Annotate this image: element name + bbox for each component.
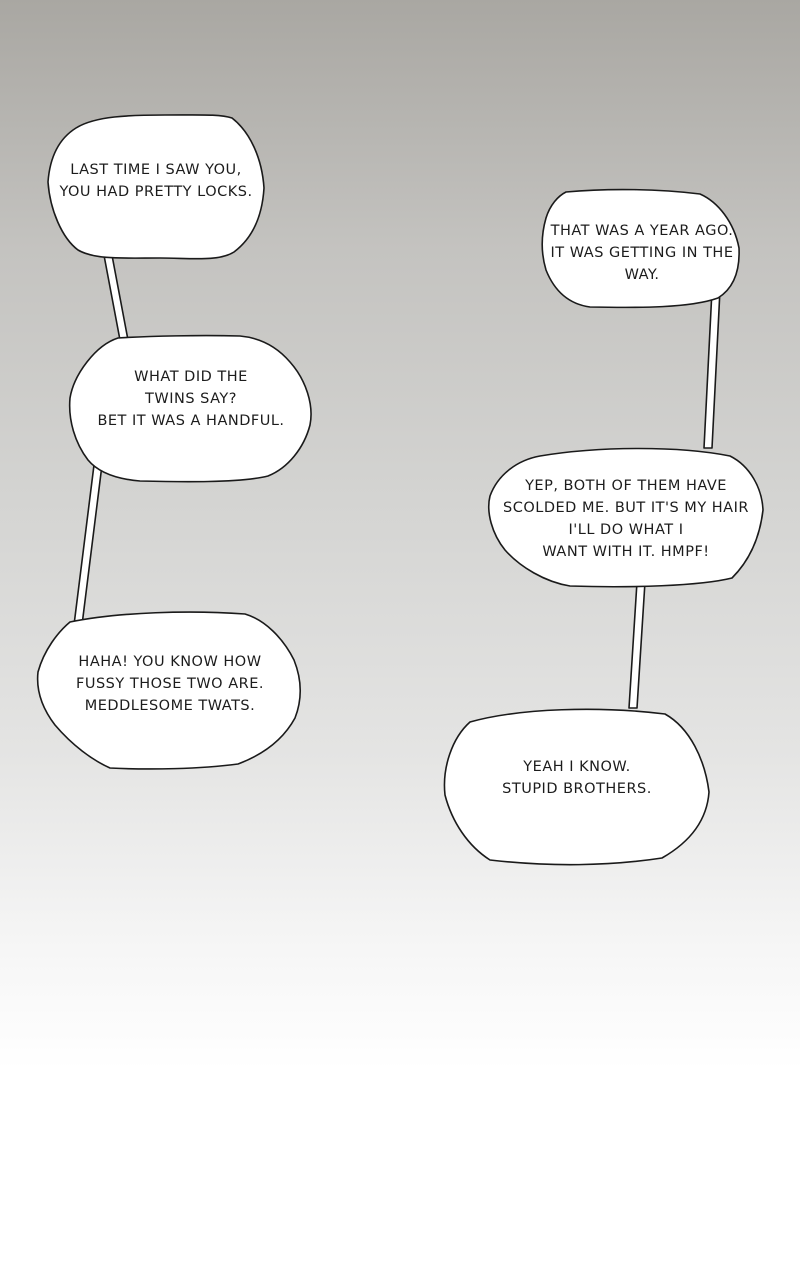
bubble-5-text: YEP, BOTH OF THEM HAVE SCOLDED ME. BUT IT'S MY HAIR I'LL DO WHAT I WANT WITH IT. HMPF!	[503, 478, 749, 560]
bubble-1-text: LAST TIME I SAW YOU, YOU HAD PRETTY LOCKS.	[59, 162, 253, 200]
bubble-4-text: THAT WAS A YEAR AGO. IT WAS GETTING IN THE WAY.	[550, 223, 734, 283]
bubble-2-text: WHAT DID THE TWINS SAY? BET IT WAS A HANDFUL.	[97, 369, 285, 429]
bubble-connector-1-2	[103, 250, 128, 340]
bubble-connector-4-5	[704, 290, 720, 448]
bubble-connector-2-3	[74, 465, 102, 625]
bubble-3-text: HAHA! YOU KNOW HOW FUSSY THOSE TWO ARE. MEDDLESOME TWATS.	[76, 654, 264, 714]
bubble-6-text: YEAH I KNOW. STUPID BROTHERS.	[502, 759, 652, 797]
bubble-connector-5-6	[629, 582, 645, 708]
